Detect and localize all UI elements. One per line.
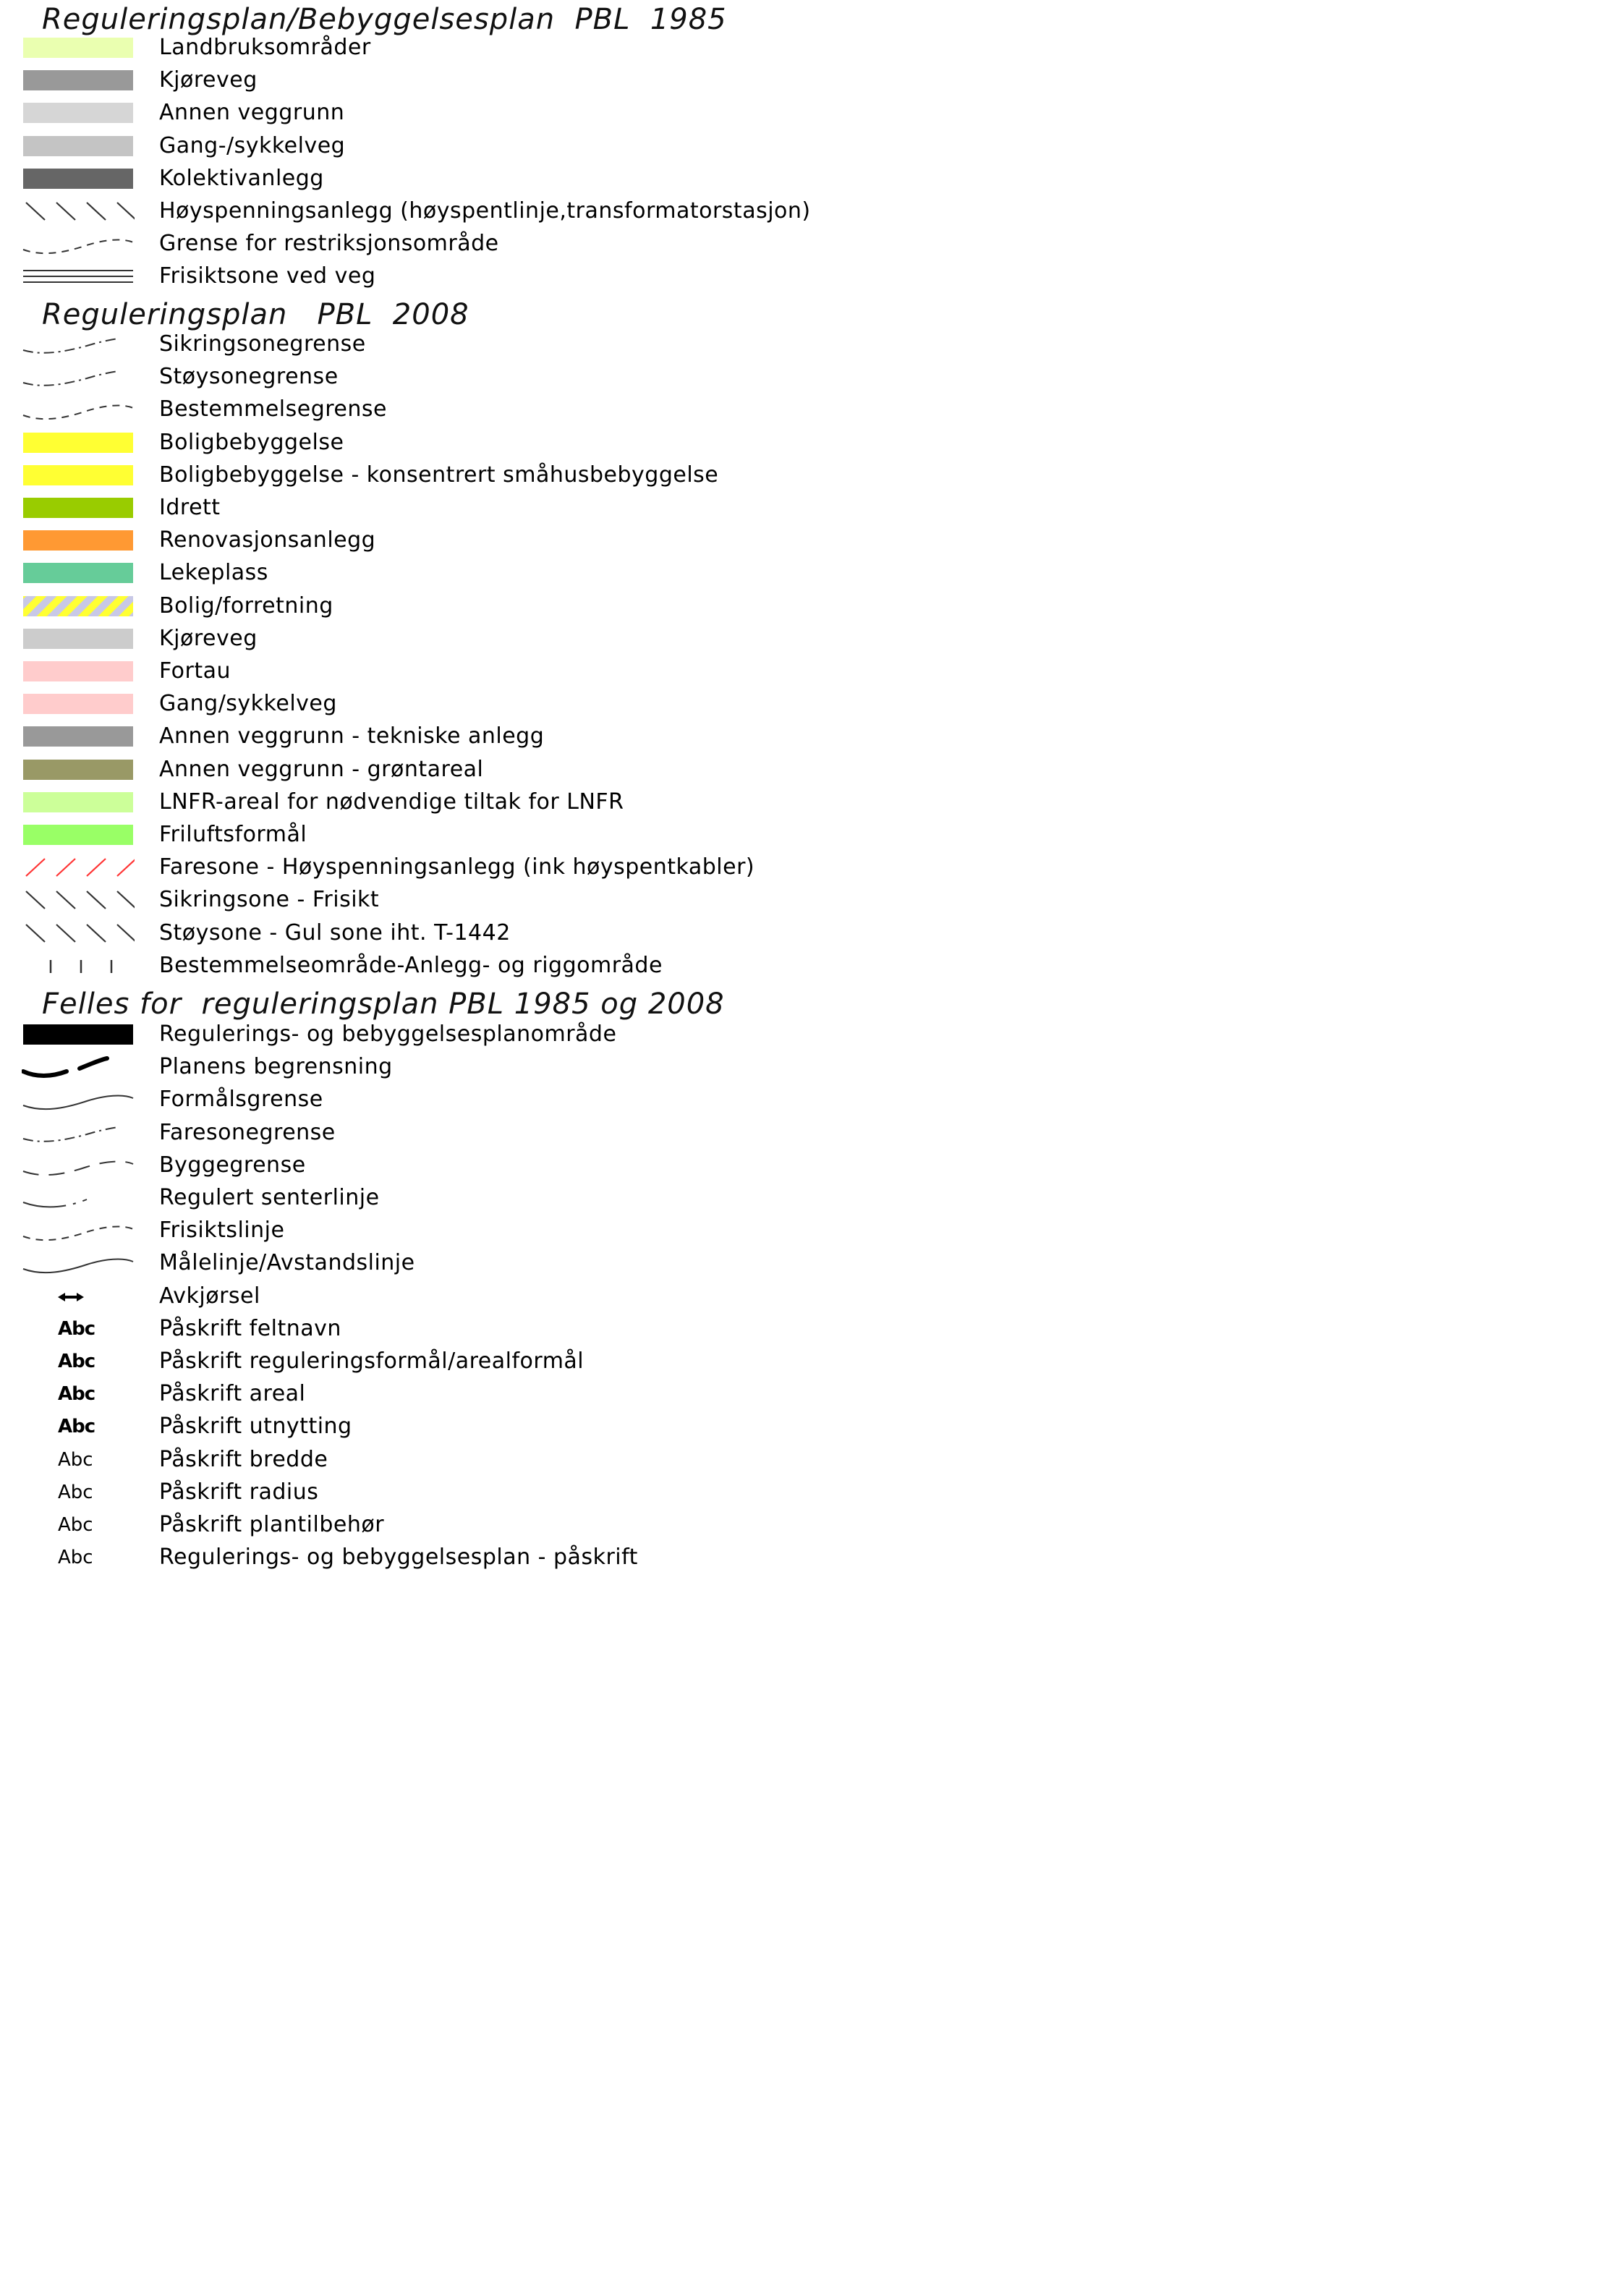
color-swatch: [22, 786, 135, 818]
legend-item-label: Frisiktslinje: [159, 1218, 285, 1244]
legend-item-label: Fortau: [159, 658, 231, 684]
legend-item: [0, 1346, 825, 1377]
color-swatch: [22, 97, 135, 129]
legend-item-label: Annen veggrunn: [159, 100, 345, 126]
legend-item: [0, 623, 825, 655]
color-swatch: [22, 721, 135, 752]
boundary-line-symbol: [22, 1051, 135, 1083]
dashed-line-symbol: [22, 394, 135, 425]
color-swatch: [22, 163, 135, 195]
legend-item-label: Faresonegrense: [159, 1119, 336, 1145]
text-style-sample: [22, 1313, 135, 1345]
legend-item-label: Bolig/forretning: [159, 592, 333, 619]
text-style-sample: [22, 1477, 135, 1508]
dashed-line-symbol: [22, 1215, 135, 1246]
legend-item: [0, 427, 825, 459]
legend-item: [0, 459, 825, 491]
text-style-sample-text: Abc: [58, 1351, 95, 1372]
legend-item: [0, 1477, 825, 1508]
color-swatch: [22, 557, 135, 589]
legend-item: [0, 394, 825, 425]
color-swatch: [22, 524, 135, 556]
tick-line-symbol: [22, 950, 135, 982]
legend-item-label: Støysonegrense: [159, 364, 339, 390]
legend-item: [0, 163, 825, 195]
map-legend: [0, 0, 825, 1592]
legend-item-label: Påskrift bredde: [159, 1446, 328, 1472]
legend-item-label: Støysone - Gul sone iht. T-1442: [159, 919, 511, 946]
hatch-symbol: [22, 195, 135, 227]
legend-section-heading: Reguleringsplan PBL 2008: [42, 298, 469, 331]
legend-item-label: Regulerings- og bebyggelsesplanområde: [159, 1021, 617, 1047]
legend-item: [0, 590, 825, 622]
legend-item: [0, 1280, 825, 1312]
text-style-sample: [22, 1542, 135, 1573]
color-swatch: [22, 1019, 135, 1050]
color-swatch: [22, 819, 135, 851]
legend-item-label: Annen veggrunn - tekniske anlegg: [159, 723, 545, 749]
legend-item: [0, 64, 825, 96]
legend-item-label: LNFR-areal for nødvendige tiltak for LNFR: [159, 789, 624, 815]
legend-item: [0, 721, 825, 752]
legend-item: [0, 786, 825, 818]
legend-item-label: Byggegrense: [159, 1152, 306, 1178]
hatch-symbol: [22, 884, 135, 916]
text-style-sample-text: Abc: [58, 1317, 95, 1340]
legend-item-label: Påskrift plantilbehør: [159, 1512, 385, 1537]
legend-item: [0, 260, 825, 292]
text-style-sample-text: Abc: [58, 1514, 93, 1536]
legend-item: [0, 917, 825, 949]
legend-item: [0, 492, 825, 524]
center-line-symbol: [22, 1182, 135, 1214]
legend-item-label: Formålsgrense: [159, 1087, 323, 1113]
legend-item-label: Regulert senterlinje: [159, 1185, 380, 1210]
text-style-sample: [22, 1346, 135, 1377]
color-swatch: [22, 688, 135, 720]
text-style-sample-text: Abc: [58, 1481, 93, 1503]
legend-item-label: Gang/sykkelveg: [159, 691, 337, 717]
color-swatch: [22, 427, 135, 459]
text-style-sample: [22, 1378, 135, 1410]
legend-item: [0, 228, 825, 260]
legend-item: [0, 1247, 825, 1279]
color-swatch: [22, 32, 135, 64]
legend-item: [0, 195, 825, 227]
text-style-sample: [22, 1509, 135, 1541]
legend-item-label: Kolektivanlegg: [159, 165, 324, 191]
legend-item: [0, 688, 825, 720]
legend-item: [0, 655, 825, 687]
legend-item-label: Påskrift reguleringsformål/arealformål: [159, 1348, 584, 1374]
legend-item-label: Påskrift utnytting: [159, 1414, 352, 1440]
legend-item-label: Kjøreveg: [159, 67, 258, 93]
legend-item-label: Kjøreveg: [159, 625, 258, 651]
legend-item: [0, 1215, 825, 1246]
triple-line-symbol: [22, 260, 135, 292]
legend-item-label: Renovasjonsanlegg: [159, 527, 376, 553]
legend-item: [0, 1378, 825, 1410]
line-symbol: [22, 1084, 135, 1116]
legend-item-label: Idrett: [159, 495, 221, 520]
legend-item: [0, 1084, 825, 1116]
text-style-sample: [22, 1444, 135, 1476]
dashed-line-symbol: [22, 228, 135, 260]
dashdot-line-symbol: [22, 328, 135, 360]
legend-item: [0, 1542, 825, 1573]
color-swatch: [22, 130, 135, 162]
text-style-sample-text: Abc: [58, 1547, 93, 1569]
legend-item: [0, 1051, 825, 1083]
legend-item-label: Boligbebyggelse - konsentrert småhusbebyggelse: [159, 462, 719, 488]
legend-item-label: Lekeplass: [159, 560, 268, 586]
legend-item-label: Grense for restriksjonsområde: [159, 231, 499, 257]
dashdot-line-symbol: [22, 361, 135, 393]
hatch-symbol: [22, 851, 135, 883]
legend-item: [0, 1411, 825, 1443]
legend-item-label: Påskrift feltnavn: [159, 1315, 341, 1341]
striped-swatch: [22, 590, 135, 622]
legend-item-label: Sikringsonegrense: [159, 331, 366, 357]
legend-item: [0, 97, 825, 129]
legend-item-label: Annen veggrunn - grøntareal: [159, 756, 484, 782]
legend-item: [0, 524, 825, 556]
line-symbol: [22, 1247, 135, 1279]
legend-item-label: Høyspenningsanlegg (høyspentlinje,transformatorstasjon): [159, 198, 811, 224]
text-style-sample-text: Abc: [58, 1448, 93, 1471]
legend-item-label: Sikringsone - Frisikt: [159, 887, 380, 913]
legend-item: [0, 1117, 825, 1149]
text-style-sample: [22, 1411, 135, 1443]
legend-item: [0, 1150, 825, 1181]
legend-item: [0, 1444, 825, 1476]
legend-item: [0, 1182, 825, 1214]
legend-item-label: Påskrift radius: [159, 1479, 319, 1505]
legend-item: [0, 754, 825, 786]
dashdot-line-symbol: [22, 1117, 135, 1149]
legend-item-label: Planens begrensning: [159, 1054, 393, 1080]
legend-item: [0, 1313, 825, 1345]
legend-section-heading: Reguleringsplan/Bebyggelsesplan PBL 1985: [42, 3, 727, 36]
legend-item: [0, 1509, 825, 1541]
legend-item-label: Regulerings- og bebyggelsesplan - påskrift: [159, 1545, 638, 1571]
legend-item-label: Målelinje/Avstandslinje: [159, 1250, 415, 1276]
legend-item-label: Gang-/sykkelveg: [159, 132, 346, 158]
legend-item-label: Faresone - Høyspenningsanlegg (ink høyspentkabler): [159, 854, 755, 880]
text-style-sample-text: Abc: [58, 1383, 95, 1406]
legend-item: [0, 328, 825, 360]
legend-item-label: Bestemmelsegrense: [159, 396, 387, 422]
legend-item: [0, 1019, 825, 1050]
legend-item-label: Påskrift areal: [159, 1381, 306, 1407]
color-swatch: [22, 655, 135, 687]
legend-item: [0, 557, 825, 589]
legend-item-label: Landbruksområder: [159, 35, 371, 60]
legend-item: [0, 851, 825, 883]
color-swatch: [22, 459, 135, 491]
legend-item-label: Friluftsformål: [159, 822, 307, 847]
legend-section-heading: Felles for reguleringsplan PBL 1985 og 2008: [42, 987, 725, 1021]
legend-item-label: Bestemmelseområde-Anlegg- og riggområde: [159, 952, 663, 978]
legend-item: [0, 361, 825, 393]
long-dashed-line-symbol: [22, 1150, 135, 1181]
legend-item-label: Boligbebyggelse: [159, 429, 344, 455]
legend-item: [0, 819, 825, 851]
legend-item: [0, 950, 825, 982]
color-swatch: [22, 754, 135, 786]
legend-item: [0, 884, 825, 916]
hatch-symbol: [22, 917, 135, 949]
legend-item-label: Avkjørsel: [159, 1283, 260, 1309]
legend-item: [0, 32, 825, 64]
legend-item: [0, 130, 825, 162]
color-swatch: [22, 64, 135, 96]
text-style-sample-text: Abc: [58, 1416, 95, 1438]
color-swatch: [22, 623, 135, 655]
legend-item-label: Frisiktsone ved veg: [159, 263, 376, 289]
color-swatch: [22, 492, 135, 524]
access-arrow-symbol: [22, 1280, 135, 1312]
